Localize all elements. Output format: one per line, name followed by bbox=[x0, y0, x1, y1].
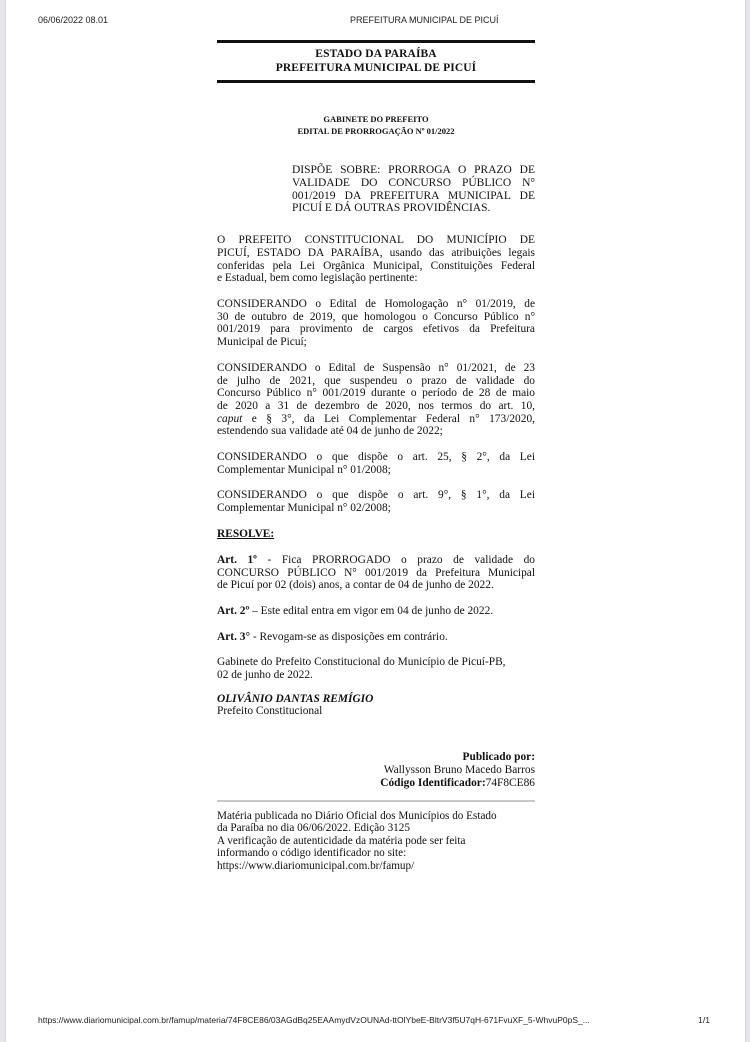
footnote-divider bbox=[217, 800, 535, 802]
considerando-line: Complementar Municipal n° 02/2008; bbox=[217, 502, 391, 515]
publication-footnote bbox=[217, 810, 535, 873]
article-label: Art. 1º bbox=[217, 553, 257, 566]
article-1 bbox=[217, 554, 535, 592]
masthead-state: ESTADO DA PARAÍBA bbox=[315, 48, 437, 60]
considerando-line: 30 de outubro de 2019, que homologou o Concurso Público n° bbox=[217, 310, 535, 323]
print-title: PREFEITURA MUNICIPAL DE PICUÍ bbox=[350, 15, 499, 25]
viewer-right-edge bbox=[745, 0, 750, 1042]
preamble-line: e Estadual, bem como legislação pertinente: bbox=[217, 272, 418, 285]
article-label: Art. 2º bbox=[217, 604, 250, 617]
closing bbox=[217, 656, 535, 681]
considerando-line: estendendo sua validade até 04 de junho de 2022; bbox=[217, 425, 443, 438]
footnote-line: A verificação de autenticidade da matéria pode ser feita bbox=[217, 834, 466, 847]
considerando-lc-02-2008 bbox=[217, 489, 535, 514]
considerando-line: CONSIDERANDO o Edital de Suspensão n° 01/2021, de 23 bbox=[217, 361, 535, 374]
edict-heading bbox=[217, 113, 535, 137]
document-page bbox=[217, 40, 535, 873]
article-text: - Fica PRORROGADO o prazo de validade do bbox=[256, 553, 535, 566]
preamble-line: conferidas pela Lei Orgânica Municipal, Constituições Federal bbox=[217, 259, 535, 272]
masthead-municipality: PREFEITURA MUNICIPAL DE PICUÍ bbox=[275, 62, 477, 74]
print-footer bbox=[38, 1015, 712, 1029]
considerando-line: CONSIDERANDO o que dispõe o art. 25, § 2°, da Lei bbox=[217, 451, 535, 464]
ementa bbox=[292, 164, 535, 215]
considerando-line: Complementar Municipal n° 01/2008; bbox=[217, 463, 391, 476]
ementa-line: PICUÍ E DÁ OUTRAS PROVIDÊNCIAS. bbox=[292, 202, 491, 215]
considerando-line: 001/2019 para provimento de cargos efetivos da Prefeitura bbox=[217, 323, 535, 336]
resolve-heading: RESOLVE: bbox=[217, 527, 275, 540]
article-text: - Revogam-se as disposições em contrário. bbox=[250, 630, 448, 643]
preamble bbox=[217, 234, 535, 285]
considerando-lc-01-2008 bbox=[217, 451, 535, 476]
preamble-line: PICUÍ, ESTADO DA PARAÍBA, usando das atribuições legais bbox=[217, 246, 535, 259]
preamble-line: O PREFEITO CONSTITUCIONAL DO MUNICÍPIO DE bbox=[217, 234, 535, 247]
considerando-line: de 2020 a 31 de dezembro de 2020, nos termos do art. 10, bbox=[217, 399, 535, 412]
office-name: GABINETE DO PREFEITO bbox=[323, 114, 429, 124]
considerando-line-rest: e § 3°, da Lei Complementar Federal n° 173/2020, bbox=[242, 412, 535, 425]
ementa-line: 001/2019 DA PREFEITURA MUNICIPAL DE bbox=[292, 189, 535, 202]
footnote-line: da Paraíba no dia 06/06/2022. Edição 3125 bbox=[217, 822, 410, 835]
article-text: – Este edital entra em vigor em 04 de junho de 2022. bbox=[249, 604, 494, 617]
ementa-line: VALIDADE DO CONCURSO PÚBLICO N° bbox=[292, 176, 535, 189]
print-datetime: 06/06/2022 08.01 bbox=[38, 15, 109, 25]
signer-role: Prefeito Constitucional bbox=[217, 705, 323, 718]
article-line: de Picuí por 02 (dois) anos, a contar de 04 de junho de 2022. bbox=[217, 579, 494, 592]
signature-block bbox=[217, 693, 535, 718]
considerando-suspensao bbox=[217, 362, 535, 438]
closing-place: Gabinete do Prefeito Constitucional do Município de Picuí-PB, bbox=[217, 656, 506, 669]
footnote-line: Matéria publicada no Diário Oficial dos Municípios do Estado bbox=[217, 809, 497, 822]
article-line bbox=[217, 605, 535, 618]
signer-name: OLIVÂNIO DANTAS REMÍGIO bbox=[217, 692, 374, 705]
considerando-line bbox=[217, 413, 535, 426]
considerando-line: CONSIDERANDO o Edital de Homologação n° 01/2019, de bbox=[217, 298, 535, 310]
viewer-left-edge bbox=[0, 0, 6, 1042]
published-by-label: Publicado por: bbox=[462, 751, 535, 764]
article-label: Art. 3° bbox=[217, 630, 251, 643]
considerando-line: Municipal de Picuí; bbox=[217, 336, 307, 349]
print-header bbox=[38, 15, 712, 29]
publication-block bbox=[217, 751, 535, 790]
page-counter: 1/1 bbox=[698, 1015, 710, 1025]
masthead-bottom-rule bbox=[217, 80, 535, 83]
article-line bbox=[217, 554, 535, 567]
article-3 bbox=[217, 631, 535, 644]
caput-word: caput bbox=[217, 412, 243, 425]
article-2 bbox=[217, 605, 535, 618]
ementa-line: DISPÕE SOBRE: PRORROGA O PRAZO DE bbox=[292, 164, 535, 176]
edict-title: EDITAL DE PRORROGAÇÃO Nº 01/2022 bbox=[297, 126, 455, 136]
article-line: CONCURSO PÚBLICO N° 001/2019 da Prefeitura Municipal bbox=[217, 566, 535, 579]
publisher-name: Wallysson Bruno Macedo Barros bbox=[383, 764, 535, 777]
masthead bbox=[217, 43, 535, 80]
considerando-homologacao bbox=[217, 298, 535, 349]
identifier-code-value: 74F8CE86 bbox=[485, 777, 535, 790]
considerando-line: Concurso Público n° 001/2019 durante o período de 28 de maio bbox=[217, 387, 535, 400]
print-url: https://www.diariomunicipal.com.br/famup/materia/74F8CE86/03AGdBq25EAAmydVzOUNAd-ttOlYbeE-BltrV3f5U7qH-671FvuXF_5-WhvuP0pS_... bbox=[38, 1015, 590, 1025]
footnote-site-link[interactable]: https://www.diariomunicipal.com.br/famup/ bbox=[217, 860, 415, 873]
closing-date: 02 de junho de 2022. bbox=[217, 669, 313, 682]
footnote-line: informando o código identificador no site: bbox=[217, 847, 407, 860]
considerando-line: de julho de 2021, que suspendeu o prazo de validade do bbox=[217, 374, 535, 387]
identifier-code-label: Código Identificador: bbox=[380, 777, 486, 790]
identifier-code-row bbox=[217, 777, 535, 790]
article-line bbox=[217, 631, 535, 644]
considerando-line: CONSIDERANDO o que dispõe o art. 9°, § 1°, da Lei bbox=[217, 489, 535, 502]
